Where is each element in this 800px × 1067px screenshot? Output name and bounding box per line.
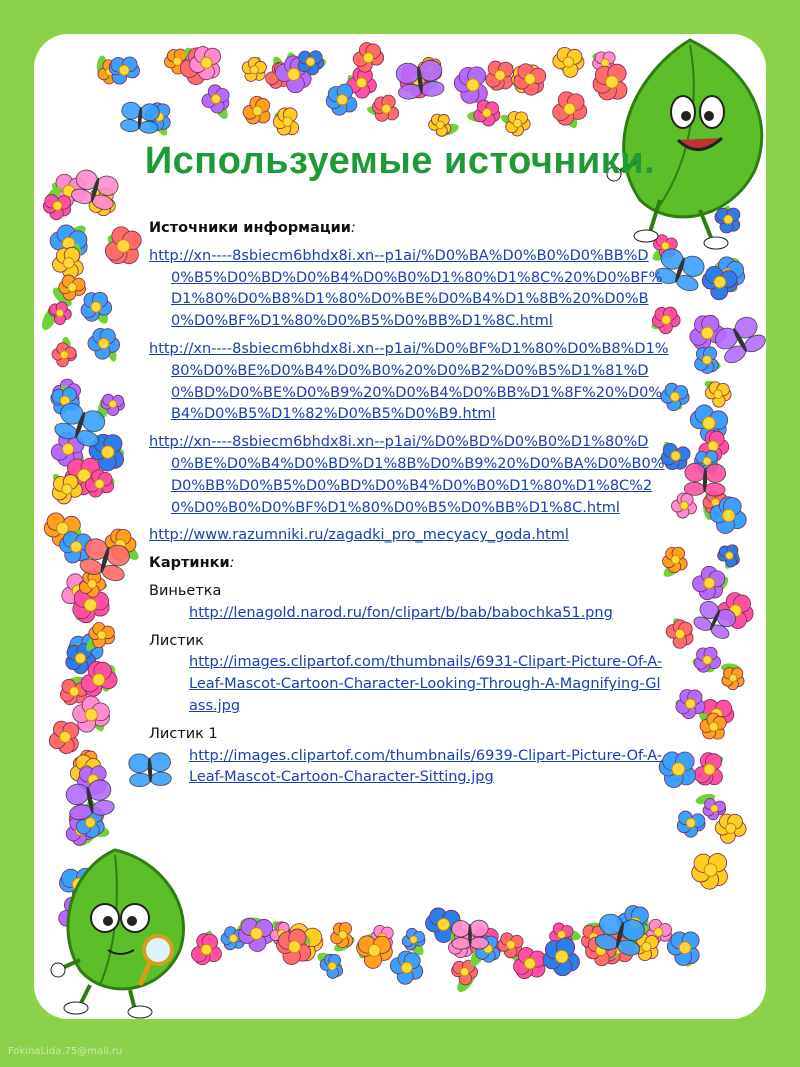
source-link-4[interactable]: http://www.razumniki.ru/zagadki_pro_mecyacy_goda.html [149, 527, 569, 544]
source-link-2[interactable]: http://xn----8sbiecm6bhdx8i.xn--p1ai/%D0%BF%D1%80%D0%B8%D1%80%D0%BE%D0%B4%D0%B0%20%D0%B2%D0%B5%D1%81%D0%BD%D0%BE%D0%B9%20%D0%B4%D0%BB%D1%8F%20%D0%B4%D0%B5%D1%82%D0%B5%D0%B9.html [149, 340, 669, 423]
pictures-heading-colon: : [229, 555, 235, 572]
source-item [149, 432, 669, 519]
sources-content [149, 218, 669, 795]
pictures-heading-text: Картинки [149, 555, 230, 572]
picture-link-leaf-1[interactable]: http://images.clipartof.com/thumbnails/6939-Clipart-Picture-Of-A-Leaf-Mascot-Cartoon-Character-Sitting.jpg [189, 747, 663, 786]
info-heading-colon: : [350, 220, 356, 236]
source-item [149, 339, 669, 426]
page-title: Используемые источники. [144, 140, 656, 182]
picture-label-vignette: Виньетка [149, 582, 222, 599]
picture-item [189, 746, 669, 790]
info-heading [149, 218, 669, 240]
watermark: FokinaLida.75@mail.ru [8, 1046, 123, 1057]
source-link-1[interactable]: http://xn----8sbiecm6bhdx8i.xn--p1ai/%D0%BA%D0%B0%D0%BB%D0%B5%D0%BD%D0%B4%D0%B0%D1%80%D1%8C%20%D0%BF%D1%80%D0%B8%D1%80%D0%BE%D0%B4%D1%8B%20%D0%B0%D0%BF%D1%80%D0%B5%D0%BB%D1%8C.html [149, 247, 663, 330]
picture-label-leaf: Листик [149, 632, 204, 649]
picture-item [189, 652, 669, 717]
picture-link-vignette[interactable]: http://lenagold.narod.ru/fon/clipart/b/bab/babochka51.png [189, 604, 613, 621]
picture-item [189, 603, 669, 625]
pictures-heading [149, 553, 669, 575]
source-link-3[interactable]: http://xn----8sbiecm6bhdx8i.xn--p1ai/%D0%BD%D0%B0%D1%80%D0%BE%D0%B4%D0%BD%D1%8B%D0%B9%20%D0%BA%D0%B0%D0%BB%D0%B5%D0%BD%D0%B4%D0%B0%D1%80%D1%8C%20%D0%B0%D0%BF%D1%80%D0%B5%D0%BB%D1%8C.html [149, 434, 665, 516]
picture-label-leaf-1: Листик 1 [149, 725, 218, 742]
source-item [149, 246, 669, 333]
info-heading-text: Источники информации [149, 220, 351, 236]
source-item [149, 525, 669, 547]
picture-link-leaf[interactable]: http://images.clipartof.com/thumbnails/6931-Clipart-Picture-Of-A-Leaf-Mascot-Cartoon-Character-Looking-Through-A-Magnifying-Glass.jpg [189, 654, 663, 714]
